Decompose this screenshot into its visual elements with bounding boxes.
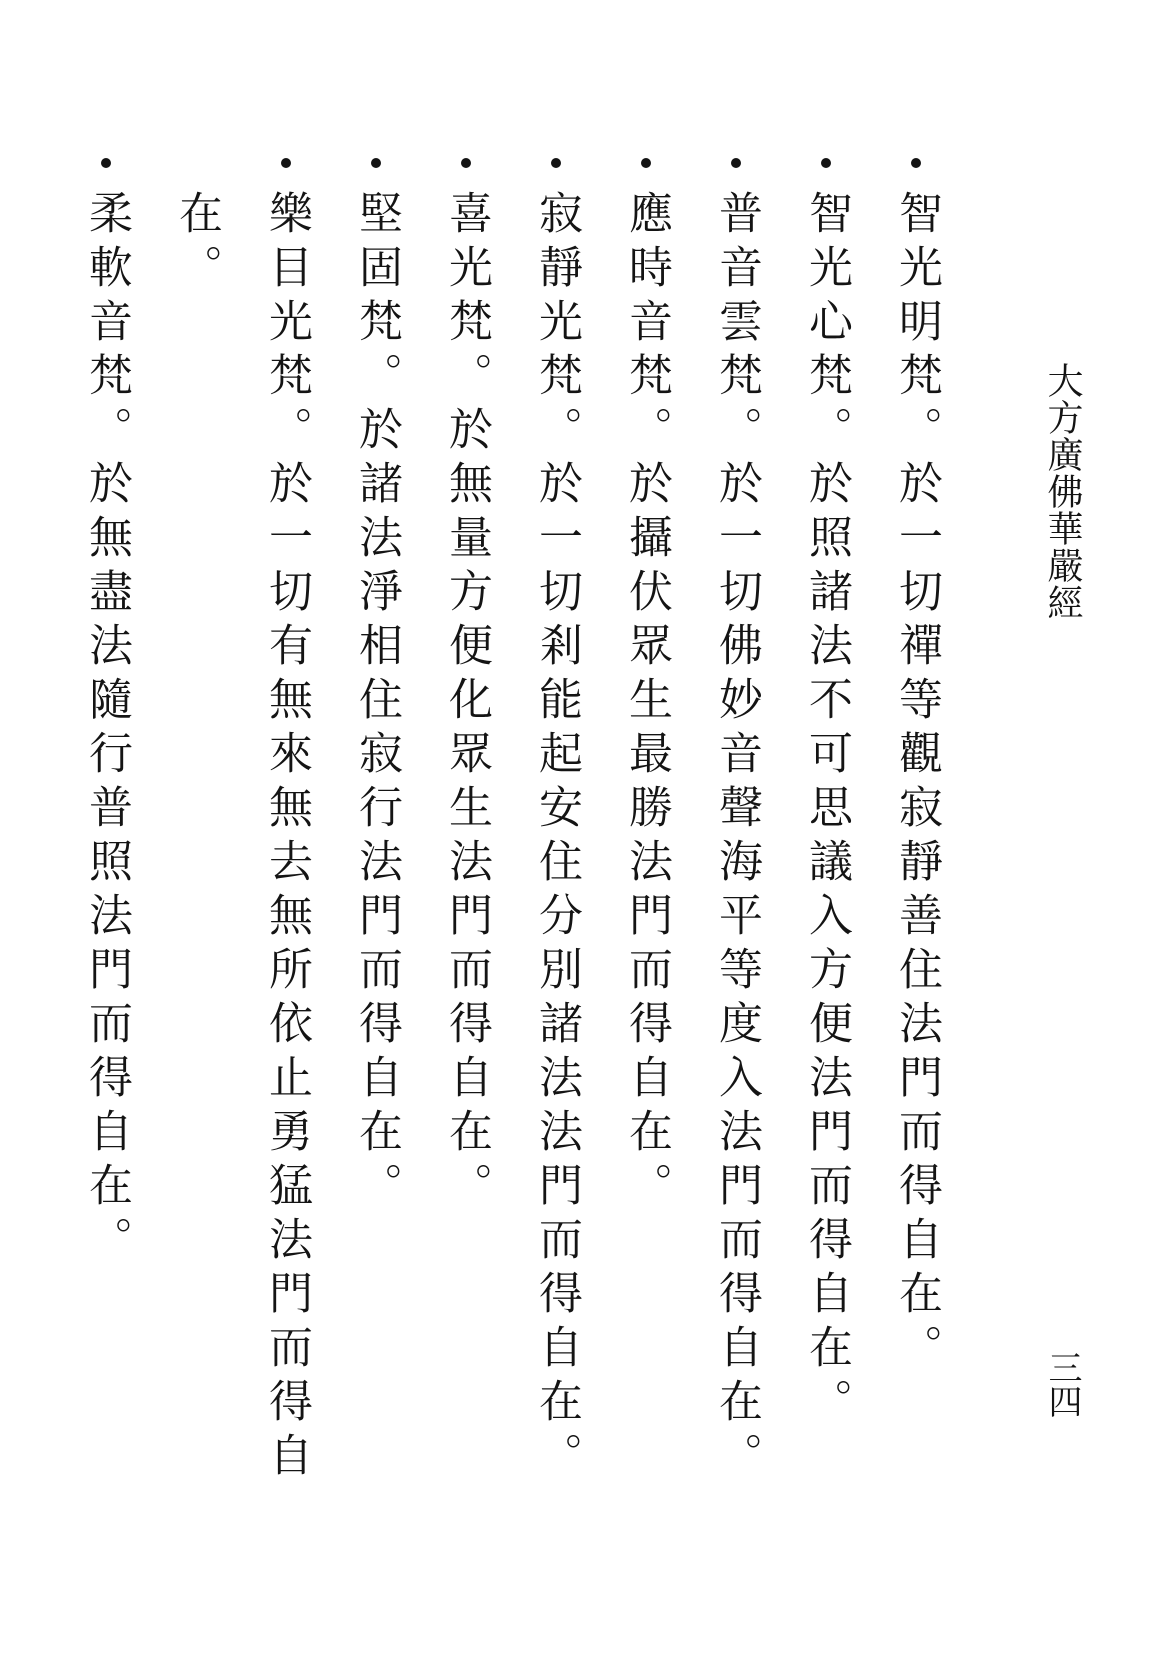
verse-text: 在。 — [171, 190, 222, 298]
verse-text: 喜光梵。於無量方便化眾生法門而得自在。 — [441, 190, 492, 1216]
verse-column — [616, 158, 676, 1550]
verse-bullet — [281, 158, 291, 168]
verse-text: 應時音梵。於攝伏眾生最勝法門而得自在。 — [621, 190, 672, 1216]
verse-bullet — [821, 158, 831, 168]
verse-bullet — [911, 158, 921, 168]
book-title: 大方廣佛華嚴經 — [1042, 362, 1083, 621]
verse-column — [526, 158, 586, 1550]
verse-text: 寂靜光梵。於一切剎能起安住分別諸法法門而得自在。 — [531, 190, 582, 1486]
verse-column — [796, 158, 856, 1550]
verse-text: 樂目光梵。於一切有無來無去無所依止勇猛法門而得自 — [261, 190, 312, 1486]
verse-bullet — [641, 158, 651, 168]
verse-column — [886, 158, 946, 1550]
verse-column — [256, 158, 316, 1550]
verse-bullet — [371, 158, 381, 168]
verse-bullet — [551, 158, 561, 168]
verse-column-continuation — [166, 158, 226, 1550]
verse-text: 智光明梵。於一切禪等觀寂靜善住法門而得自在。 — [891, 190, 942, 1378]
verse-column — [436, 158, 496, 1550]
verse-text: 堅固梵。於諸法淨相住寂行法門而得自在。 — [351, 190, 402, 1216]
verse-bullet — [461, 158, 471, 168]
verse-column — [706, 158, 766, 1550]
verse-text: 普音雲梵。於一切佛妙音聲海平等度入法門而得自在。 — [711, 190, 762, 1486]
verse-text: 柔軟音梵。於無盡法隨行普照法門而得自在。 — [81, 190, 132, 1270]
verse-bullet — [731, 158, 741, 168]
verse-column — [346, 158, 406, 1550]
page-number: 三四 — [1042, 1350, 1082, 1418]
verse-text: 智光心梵。於照諸法不可思議入方便法門而得自在。 — [801, 190, 852, 1432]
verse-bullet — [101, 158, 111, 168]
verse-column — [76, 158, 136, 1550]
